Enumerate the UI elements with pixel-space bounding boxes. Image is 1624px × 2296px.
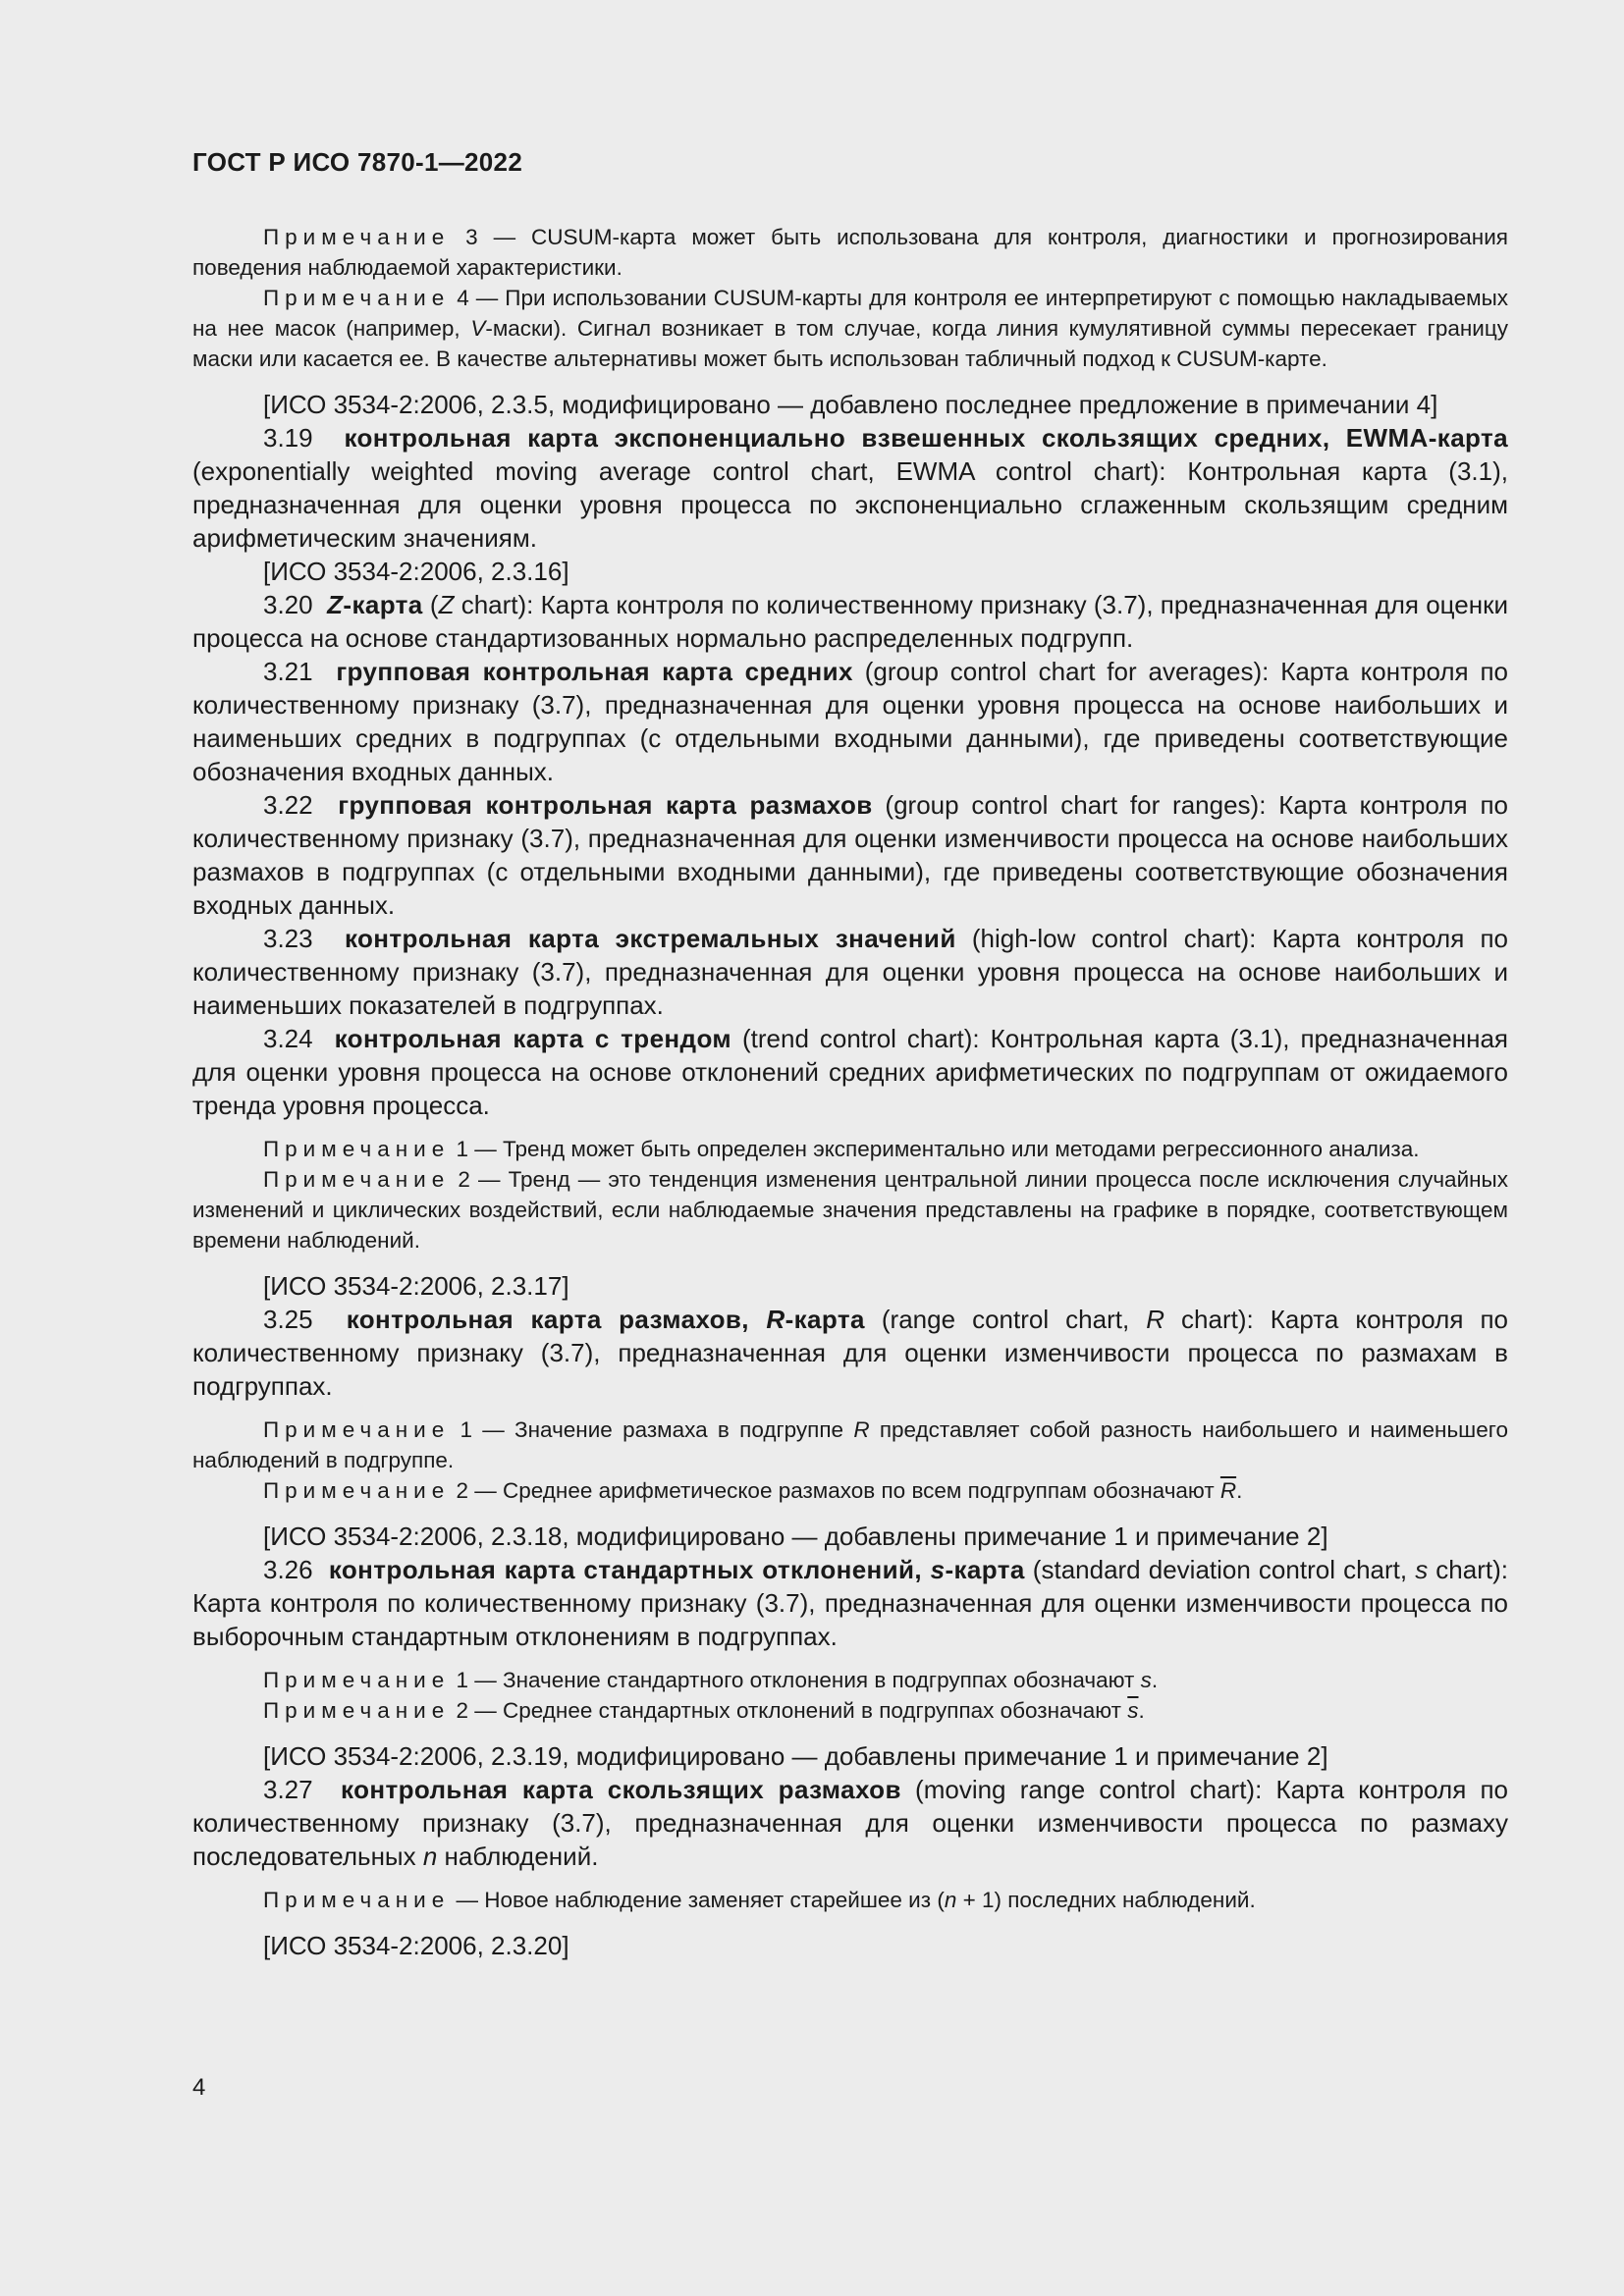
- term-3-26: 3.26 контрольная карта стандартных отклонений, s-карта (standard deviation control chart, s chart): Карта контроля по количественному признаку (3.7), предназначенная для оценки изменчивости процесса по выборочным стандартным отклонениям в подгруппах.: [192, 1555, 1508, 1651]
- source-reference: [ИСО 3534-2:2006, 2.3.19, модифицировано — добавлены примечание 1 и примечание 2]: [263, 1741, 1328, 1771]
- term-3-20: 3.20 Z-карта (Z chart): Карта контроля по количественному признаку (3.7), предназначенная для оценки процесса на основе стандартизованных нормально распределенных подгрупп.: [192, 590, 1508, 653]
- term-title: контрольная карта экспоненциально взвешенных скользящих средних, EWMA-карта: [344, 423, 1508, 453]
- term-3-27: 3.27 контрольная карта скользящих размахов (moving range control chart): Карта контроля по количественному признаку (3.7), предназначенная для оценки изменчивости процесса по размаху последовательных n наблюдений.: [192, 1775, 1509, 1871]
- note-4-cusum: Примечание 4 — При использовании CUSUM-карты для контроля ее интерпретируют с помощью накладываемых на нее масок (например, V-маски). Сигнал возникает в том случае, когда линия кумулятивной суммы пересекает границу маски или касается ее. В качестве альтернативы может быть использован табличный подход к CUSUM-карте.: [192, 286, 1508, 371]
- term-title: групповая контрольная карта средних: [336, 657, 853, 686]
- term-3-24: 3.24 контрольная карта с трендом (trend control chart): Контрольная карта (3.1), предназначенная для оценки уровня процесса на основе отклонений средних арифметических по подгруппам от ожидаемого тренда уровня процесса.: [192, 1024, 1508, 1120]
- source-reference: [ИСО 3534-2:2006, 2.3.17]: [263, 1271, 569, 1301]
- note-label: Примечание: [263, 1478, 451, 1503]
- term-title: групповая контрольная карта размахов: [338, 790, 873, 820]
- page-content: [192, 222, 1508, 1962]
- term-3-25: 3.25 контрольная карта размахов, R-карта (range control chart, R chart): Карта контроля по количественному признаку (3.7), предназначенная для оценки изменчивости процесса по размахам в подгруппах.: [192, 1305, 1508, 1401]
- note-label: Примечание: [263, 225, 451, 249]
- source-reference: [ИСО 3534-2:2006, 2.3.16]: [263, 557, 569, 586]
- note-2-trend: Примечание 2 — Тренд — это тенденция изменения центральной линии процесса после исключения случайных изменений и циклических воздействий, если наблюдаемые значения представлены на графике в порядке, соответствующем времени наблюдений.: [192, 1167, 1508, 1253]
- document-header: ГОСТ Р ИСО 7870-1—2022: [192, 147, 523, 177]
- note-label: Примечание: [263, 1888, 451, 1912]
- note-label: Примечание: [263, 1417, 451, 1442]
- note-1-range: Примечание 1 — Значение размаха в подгруппе R представляет собой разность наибольшего и наименьшего наблюдений в подгруппе.: [192, 1417, 1508, 1472]
- note-label: Примечание: [263, 1137, 451, 1161]
- term-3-19: 3.19 контрольная карта экспоненциально взвешенных скользящих средних, EWMA-карта (exponentially weighted moving average control chart, EWMA control chart): Контрольная карта (3.1), предназначенная для оценки уровня процесса по экспоненциально сглаженным скользящим средним арифметическим значениям.: [192, 423, 1508, 553]
- term-3-22: 3.22 групповая контрольная карта размахов (group control chart for ranges): Карта контроля по количественному признаку (3.7), предназначенная для оценки изменчивости процесса на основе наибольших размахов в подгруппах (с отдельными входными данными), где приведены соответствующие обозначения входных данных.: [192, 790, 1508, 920]
- term-3-21: 3.21 групповая контрольная карта средних (group control chart for averages): Карта контроля по количественному признаку (3.7), предназначенная для оценки уровня процесса на основе наибольших и наименьших средних в подгруппах (с отдельными входными данными), где приведены соответствующие обозначения входных данных.: [192, 657, 1508, 786]
- term-title: контрольная карта экстремальных значений: [344, 924, 956, 953]
- source-reference: [ИСО 3534-2:2006, 2.3.18, модифицировано — добавлены примечание 1 и примечание 2]: [263, 1522, 1328, 1551]
- note-1-trend: Примечание 1 — Тренд может быть определен экспериментально или методами регрессионного анализа.: [263, 1137, 1420, 1161]
- page-number: 4: [192, 2074, 206, 2101]
- note-1-stddev: Примечание 1 — Значение стандартного отклонения в подгруппах обозначают s.: [263, 1668, 1159, 1692]
- source-reference: [ИСО 3534-2:2006, 2.3.5, модифицировано — добавлено последнее предложение в примечании 4]: [263, 390, 1438, 419]
- source-reference: [ИСО 3534-2:2006, 2.3.20]: [263, 1931, 569, 1960]
- note-3-cusum: Примечание 3 — CUSUM-карта может быть использована для контроля, диагностики и прогнозирования поведения наблюдаемой характеристики.: [192, 225, 1508, 280]
- note-label: Примечание: [263, 286, 451, 310]
- note-label: Примечание: [263, 1698, 451, 1723]
- s-bar-symbol: $\overline{s}$: [1127, 1698, 1139, 1723]
- note-2-stddev: Примечание 2 — Среднее стандартных отклонений в подгруппах обозначают $\overline{s}$.: [263, 1698, 1145, 1723]
- term-title: контрольная карта размахов, R-карта: [346, 1305, 865, 1334]
- note-2-range: Примечание 2 — Среднее арифметическое размахов по всем подгруппам обозначают $\overline{R}$.: [263, 1478, 1243, 1503]
- term-title: контрольная карта стандартных отклонений, s-карта: [328, 1555, 1025, 1584]
- term-3-23: 3.23 контрольная карта экстремальных значений (high-low control chart): Карта контроля по количественному признаку (3.7), предназначенная для оценки уровня процесса на основе наибольших и наименьших показателей в подгруппах.: [192, 924, 1509, 1020]
- term-title: контрольная карта с трендом: [334, 1024, 732, 1053]
- note-label: Примечание: [263, 1668, 451, 1692]
- r-bar-symbol: $\overline{R}$: [1219, 1478, 1237, 1503]
- note-moving-range: Примечание — Новое наблюдение заменяет старейшее из (n + 1) последних наблюдений.: [263, 1888, 1256, 1912]
- term-title: Z-карта: [327, 590, 423, 619]
- note-label: Примечание: [263, 1167, 451, 1192]
- term-title: контрольная карта скользящих размахов: [341, 1775, 901, 1804]
